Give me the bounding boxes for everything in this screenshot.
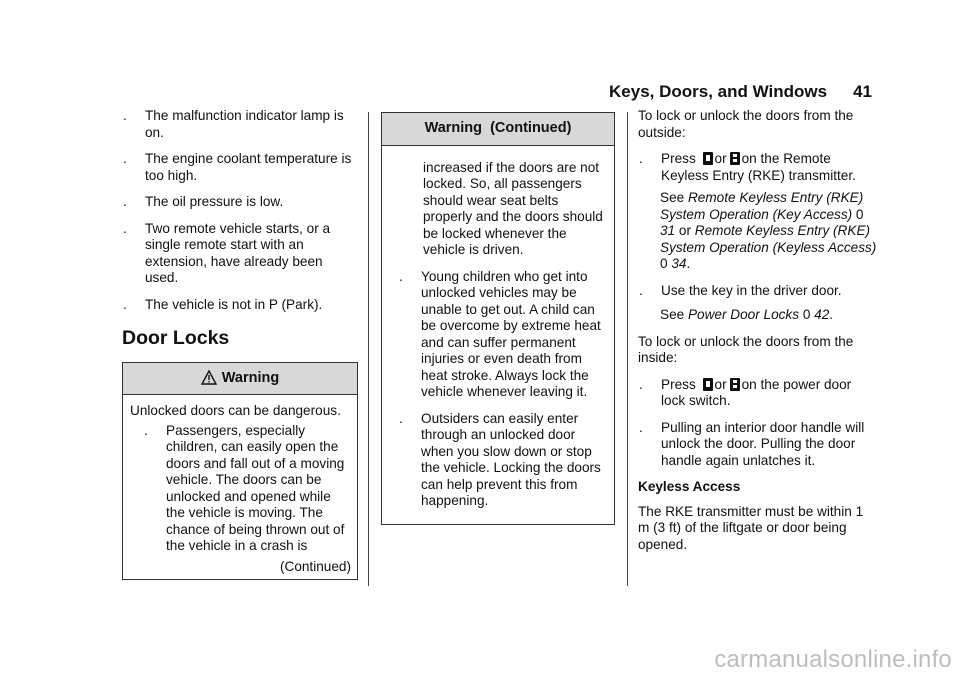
- list-item: . Two remote vehicle starts, or a single remote start with an extension, have already been used.: [123, 220, 331, 285]
- list-item: . The vehicle is not in P (Park).: [123, 296, 323, 312]
- list-item: . Use the key in the driver door.: [639, 282, 842, 298]
- page-number: 41: [853, 82, 872, 101]
- lock-icon: [703, 152, 713, 165]
- column-divider-2: [627, 112, 628, 586]
- list-item: . Press or on the Remote Keyless Entry (RKE) transmitter.: [639, 151, 856, 183]
- see-reference: See Power Door Locks 0 42.: [660, 307, 834, 322]
- keyless-heading: Keyless Access: [638, 479, 741, 494]
- lock-icon: [703, 378, 713, 391]
- section-title: Door Locks: [122, 327, 230, 349]
- list-item: . Pulling an interior door handle will unlock the door. Pulling the door handle again unlatches it.: [639, 419, 865, 468]
- header-title: Keys, Doors, and Windows: [609, 82, 828, 101]
- see-reference: See Remote Keyless Entry (RKE) System Operation (Key Access) 0 31 or Remote Keyless Entry (RKE) System Operation (Keyless Access) 0 34.: [660, 190, 877, 271]
- list-item: . The malfunction indicator lamp is on.: [123, 108, 344, 140]
- column-3: [638, 108, 878, 563]
- warning-triangle-icon: [201, 370, 217, 385]
- warning-box: [122, 362, 358, 581]
- warning-continued-title: Warning (Continued): [382, 113, 614, 146]
- column-1: [122, 108, 358, 580]
- inside-intro: To lock or unlock the doors from the inside:: [638, 333, 854, 365]
- keyless-text: The RKE transmitter must be within 1 m (3 ft) of the liftgate or door being opened.: [638, 503, 864, 552]
- list-item: . Passengers, especially children, can easily open the doors and fall out of a moving vehicle. The doors can be unlocked and opened while the vehicle is moving. The chance of being thrown out of the vehicle in a crash is: [144, 422, 345, 553]
- page-header: [609, 82, 872, 102]
- outside-intro: To lock or unlock the doors from the outside:: [638, 108, 854, 140]
- list-item: . Young children who get into unlocked vehicles may be unable to get out. A child can be overcome by extreme heat and can suffer permanent injuries or even death from heat stroke. Always lock the vehicle whenever leaving it.: [399, 268, 601, 399]
- list-item: . Outsiders can easily enter through an unlocked door when you slow down or stop the vehicle. Locking the doors can help prevent this from happening.: [399, 410, 601, 508]
- warning-intro: Unlocked doors can be dangerous.: [130, 403, 341, 418]
- continued-label: (Continued): [279, 558, 351, 574]
- column-divider-1: [368, 112, 369, 586]
- watermark: carmanualsonline.info: [714, 646, 952, 673]
- warning-continued-box: [381, 112, 615, 525]
- unlock-icon: [730, 378, 740, 391]
- list-item: . The engine coolant temperature is too high.: [123, 151, 352, 183]
- warning-continuation-text: increased if the doors are not locked. So, all passengers should wear seat belts properly and the doors should be locked whenever the vehicle is driven.: [423, 159, 603, 257]
- unlock-icon: [730, 152, 740, 165]
- column-2: [381, 112, 615, 525]
- list-item: . Press or on the power door lock switch.: [639, 376, 852, 408]
- warning-title: Warning: [123, 363, 357, 396]
- list-item: . The oil pressure is low.: [123, 194, 284, 209]
